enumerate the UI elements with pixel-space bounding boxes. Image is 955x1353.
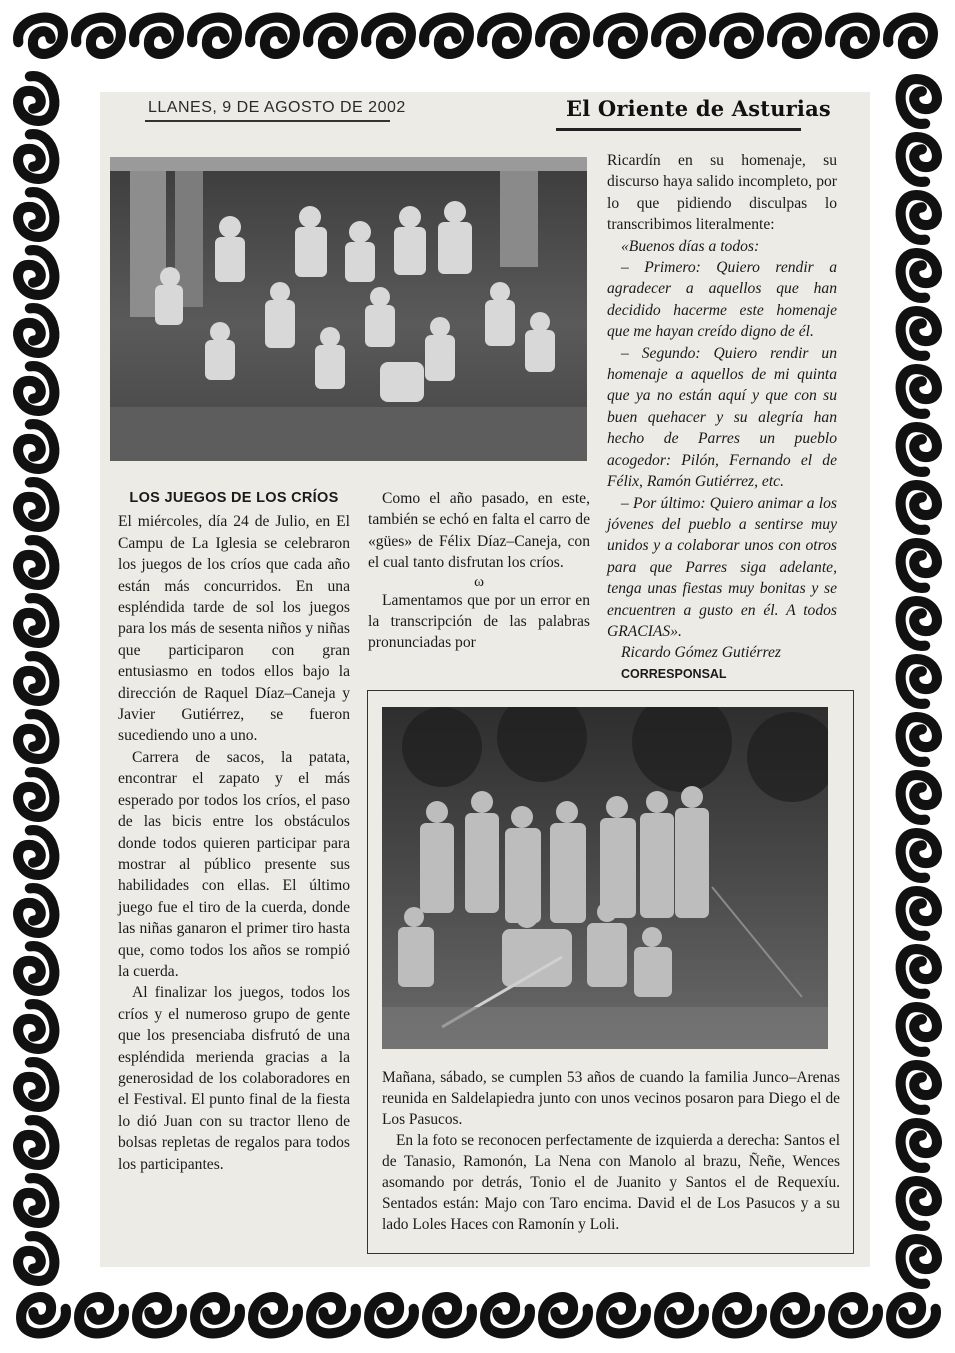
border-knot [897, 482, 941, 533]
border-knot [897, 656, 941, 707]
border-knot [897, 192, 941, 243]
border-knot [366, 1293, 417, 1337]
border-knot [250, 1293, 301, 1337]
border-knot [772, 1293, 823, 1337]
border-knot [653, 14, 704, 58]
article-paragraph: El miércoles, día 24 de Julio, en El Campu de La Iglesia se celebraron los juegos de los críos que cada año están más concurridos. En una espléndida tarde de sol los juegos para los más de sesenta niños y niñas que participaron con gran entusiasmo en todos ellos bajo la dirección de Raquel Díaz–Caneja y Javier Gutiérrez, se fueron sucediendo uno a uno. [118, 513, 350, 745]
border-knot [711, 14, 762, 58]
border-knot [540, 1293, 591, 1337]
dateline: LLANES, 9 DE AGOSTO DE 2002 [148, 99, 406, 116]
border-knot [595, 14, 646, 58]
border-knot [14, 479, 58, 530]
border-knot [14, 1059, 58, 1110]
border-knot [897, 250, 941, 301]
border-knot [14, 537, 58, 588]
border-knot [14, 769, 58, 820]
border-knot [14, 131, 58, 182]
border-knot [14, 1117, 58, 1168]
border-knot [897, 714, 941, 765]
border-knot [897, 772, 941, 823]
article-column-1 [118, 488, 350, 1175]
article-paragraph: Lamentamos que por un error en la transcripción de las palabras pronunciadas por [368, 591, 590, 652]
border-knot [421, 14, 472, 58]
photo-children-group [110, 157, 587, 461]
border-knot [14, 421, 58, 472]
border-knot [14, 1001, 58, 1052]
border-knot [479, 14, 530, 58]
border-knot [769, 14, 820, 58]
border-knot [897, 946, 941, 997]
dateline-rule [145, 120, 390, 122]
speech-line: «Buenos días a todos: [621, 237, 760, 255]
border-knot [14, 247, 58, 298]
photo-family-group [382, 707, 828, 1049]
border-knot [14, 189, 58, 240]
article-heading: LOS JUEGOS DE LOS CRÍOS [129, 490, 339, 506]
speech-intro: Ricardín en su homenaje, su discurso haya salido incompleto, por lo que pidiendo disculpas lo transcribimos literalmente: [607, 152, 837, 234]
border-knot [189, 14, 240, 58]
article-paragraph: Como el año pasado, en este, también se echó en falta el carro de «gües» de Félix Díaz–Caneja, con el cual tanto disfrutan los críos. [368, 490, 590, 572]
photo-caption [382, 1067, 840, 1235]
border-knot [14, 653, 58, 704]
border-knot [482, 1293, 533, 1337]
border-knot [897, 1004, 941, 1055]
caption-paragraph: En la foto se reconocen perfectamente de izquierda a derecha: Santos el de Tanasio, Ramonón, La Nena con Manolo al brazu, Ñeñe, Wences asomando por detrás, Tonio el de Juanito y Santos el de Requexíu. Sentados están: Majo con Taro encima. David el de Los Pasucos y a su lado Loles Haces con Ramonín y Loli. [382, 1132, 840, 1233]
border-knot [827, 14, 878, 58]
border-knot [897, 888, 941, 939]
article-paragraph: Carrera de sacos, la patata, encontrar el zapato y el más esperado por todos los críos, el paso de las bicis entre los obstáculos donde todos quieren participar para mostrar al público presente sus habilidades con ellas. El último juego fue el tiro de la cuerda, donde las niñas ganaron el primer tiro hasta que, como todos los años se rompió la cuerda. [118, 748, 350, 980]
newspaper-masthead: El Oriente de Asturias [566, 96, 831, 121]
border-knot [714, 1293, 765, 1337]
border-knot [73, 14, 124, 58]
border-knot [897, 1178, 941, 1229]
border-knot [14, 305, 58, 356]
border-knot [192, 1293, 243, 1337]
border-knot [14, 885, 58, 936]
border-knot [14, 595, 58, 646]
caption-paragraph: Mañana, sábado, se cumplen 53 años de cuando la familia Junco–Arenas reunida en Saldelapiedra junto con unos vecinos posaron para Diego el de Los Pasucos. [382, 1069, 840, 1128]
speech-column [607, 150, 837, 685]
border-knot [76, 1293, 127, 1337]
border-knot [14, 73, 58, 124]
border-knot [14, 363, 58, 414]
border-knot [14, 1233, 58, 1284]
border-knot [18, 1293, 69, 1337]
section-divider: ω [474, 573, 484, 590]
border-knot [15, 14, 66, 58]
border-knot [897, 540, 941, 591]
border-knot [897, 424, 941, 475]
speech-line: – Segundo: Quiero rendir un homenaje a aquellos de mi quinta que ya no están aquí y que con su buen quehacer y su alegría han hecho de Parres un pueblo acogedor: Pilón, Fernando el de Félix, Ramón Gutiérrez, etc. [607, 344, 837, 491]
border-knot [305, 14, 356, 58]
border-knot [897, 76, 941, 127]
border-knot [897, 598, 941, 649]
border-knot [598, 1293, 649, 1337]
border-knot [897, 366, 941, 417]
speech-line: – Por último: Quiero animar a los jóvenes del pueblo a sentirse muy unidos y a colaborar unos con otros para que Parres siga adelante, tenga unas fiestas muy bonitas y se encuentren a gusto en él. A todos GRACIAS». [607, 494, 837, 640]
border-knot [897, 1236, 941, 1287]
border-knot [131, 14, 182, 58]
border-knot [897, 134, 941, 185]
border-knot [897, 830, 941, 881]
border-knot [14, 711, 58, 762]
border-knot [14, 827, 58, 878]
border-knot [247, 14, 298, 58]
border-knot [656, 1293, 707, 1337]
border-knot [424, 1293, 475, 1337]
border-knot [888, 1293, 939, 1337]
border-knot [897, 308, 941, 359]
article-column-2 [368, 488, 590, 654]
speech-line: – Primero: Quiero rendir a agradecer a aquellos que han decidido hacerme este homenaje que me hayan creído digno de él. [607, 259, 837, 341]
border-knot [134, 1293, 185, 1337]
border-knot [885, 14, 936, 58]
border-knot [897, 1120, 941, 1171]
correspondent-label: CORRESPONSAL [621, 666, 727, 681]
signature: Ricardo Gómez Gutiérrez [621, 644, 781, 662]
border-knot [897, 1062, 941, 1113]
border-knot [14, 1175, 58, 1226]
border-knot [14, 943, 58, 994]
article-paragraph: Al finalizar los juegos, todos los críos y el numeroso grupo de gente que los presenciaba disfrutó de una espléndida merienda gracias a la generosidad de los colaboradores en el Festival. El punto final de la fiesta lo dió Juan con su tractor lleno de bolsas repletas de regalos para todos los participantes. [118, 984, 350, 1173]
border-knot [363, 14, 414, 58]
border-knot [537, 14, 588, 58]
border-knot [830, 1293, 881, 1337]
border-knot [308, 1293, 359, 1337]
masthead-rule [556, 128, 801, 131]
